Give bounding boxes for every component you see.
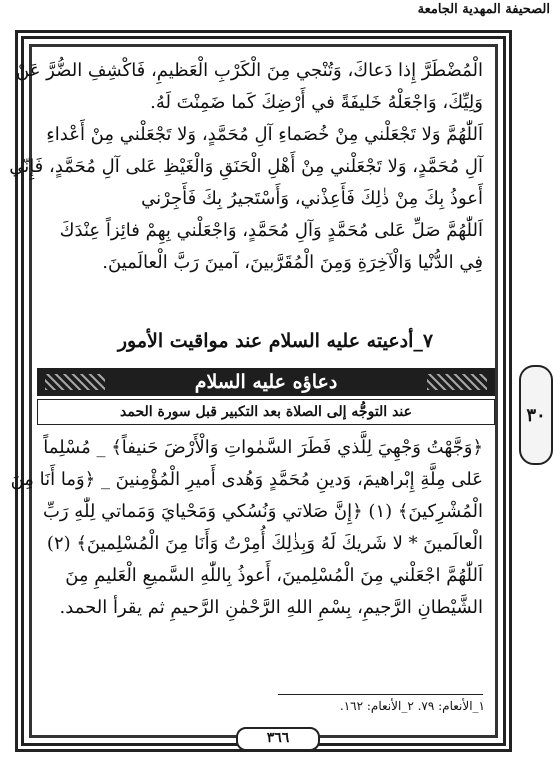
- text-line: الْمُشْرِكينَ﴾ (١) ﴿إِنَّ صَلاتي وَنُسُكي وَمَحْيايَ وَمَماتي لِلّٰهِ رَبِّ: [42, 501, 483, 522]
- decorative-banner: [37, 368, 495, 396]
- banner-ornament-left: [45, 374, 105, 390]
- text-line: اَللّٰهُمَّ وَلا تَجْعَلْني مِنْ خُصَماءِ آلِ مُحَمَّدٍ، وَلا تَجْعَلْني مِنْ أَعْداءِ: [46, 124, 483, 145]
- text-line: الْعالَمينَ * لا شَريكَ لَهُ وَبِذٰلِكَ أُمِرْتُ وَأَنَا مِنَ الْمُسْلِمينَ﴾ (٢): [46, 533, 483, 554]
- top-text-block: [9, 55, 483, 279]
- footnotes: ١_الأنعام: ٧٩. ٢_الأنعام: ١٦٢.: [339, 699, 485, 713]
- text-line: أَعوذُ بِكَ مِنْ ذٰلِكَ فَأَعِذْني، وَأَسْتَجيرُ بِكَ فَأَجِرْني: [141, 188, 483, 209]
- text-line: اَللّٰهُمَّ اجْعَلْني مِنَ الْمُسْلِمينَ، أَعوذُ بِاللّٰهِ السَّميعِ الْعَليمِ مِنَ: [65, 565, 483, 586]
- banner-title: دعاؤه عليه السلام: [194, 371, 338, 393]
- text-line: الشَّيْطانِ الرَّجيمِ، بِسْمِ اللهِ الرَّحْمٰنِ الرَّحيمِ ثم يقرأ الحمد.: [59, 597, 483, 618]
- page-number: ٣٦٦: [236, 727, 320, 751]
- text-line: وَلِيِّكَ، وَاجْعَلْهُ خَليفَةً في أَرْضِكَ كَما ضَمِنْتَ لَهُ.: [150, 92, 483, 113]
- bottom-text-block: [10, 432, 483, 624]
- text-line: الْمُضْطَرَّ إِذا دَعاكَ، وَتُنْجي مِنَ الْكَرْبِ الْعَظيمِ، فَاكْشِفِ الضُّرَّ عَنْ: [16, 60, 483, 81]
- text-line: عَلى مِلَّةِ إِبْراهيمَ، وَدينِ مُحَمَّدٍ وَهُدى أَميرِ الْمُؤْمِنينَ _ ﴿وَما أَنَا مِنَ: [10, 469, 483, 490]
- subheading-box: عند التوجُّه إلى الصلاة بعد التكبير قبل سورة الحمد: [37, 399, 495, 425]
- running-header: الصحيفة المهدية الجامعة: [417, 2, 550, 17]
- footnote-rule: [278, 694, 483, 695]
- text-line: اَللّٰهُمَّ صَلِّ عَلى مُحَمَّدٍ وَآلِ مُحَمَّدٍ، وَاجْعَلْني بِهِمْ فائِزاً عِنْدَكَ: [59, 220, 483, 241]
- side-number: ٣٠: [526, 404, 546, 426]
- text-line: آلِ مُحَمَّدٍ، وَلا تَجْعَلْني مِنْ أَهْلِ الْحَنَقِ وَالْغَيْظِ عَلى آلِ مُحَمَّدٍ، فَإِنّي: [9, 156, 483, 177]
- banner-ornament-right: [427, 374, 487, 390]
- section-heading: ٧_أدعيته عليه السلام عند مواقيت الأمور: [117, 330, 434, 352]
- text-line: فِي الدُّنْيا وَالْآخِرَةِ وَمِنَ الْمُقَرَّبينَ، آمينَ رَبَّ الْعالَمينَ.: [102, 252, 483, 273]
- side-page-badge: [519, 365, 553, 465]
- text-line: ﴿وَجَّهْتُ وَجْهِيَ لِلَّذي فَطَرَ السَّمٰواتِ وَالْأَرْضَ حَنيفاً﴾ _ مُسْلِماً: [43, 437, 483, 458]
